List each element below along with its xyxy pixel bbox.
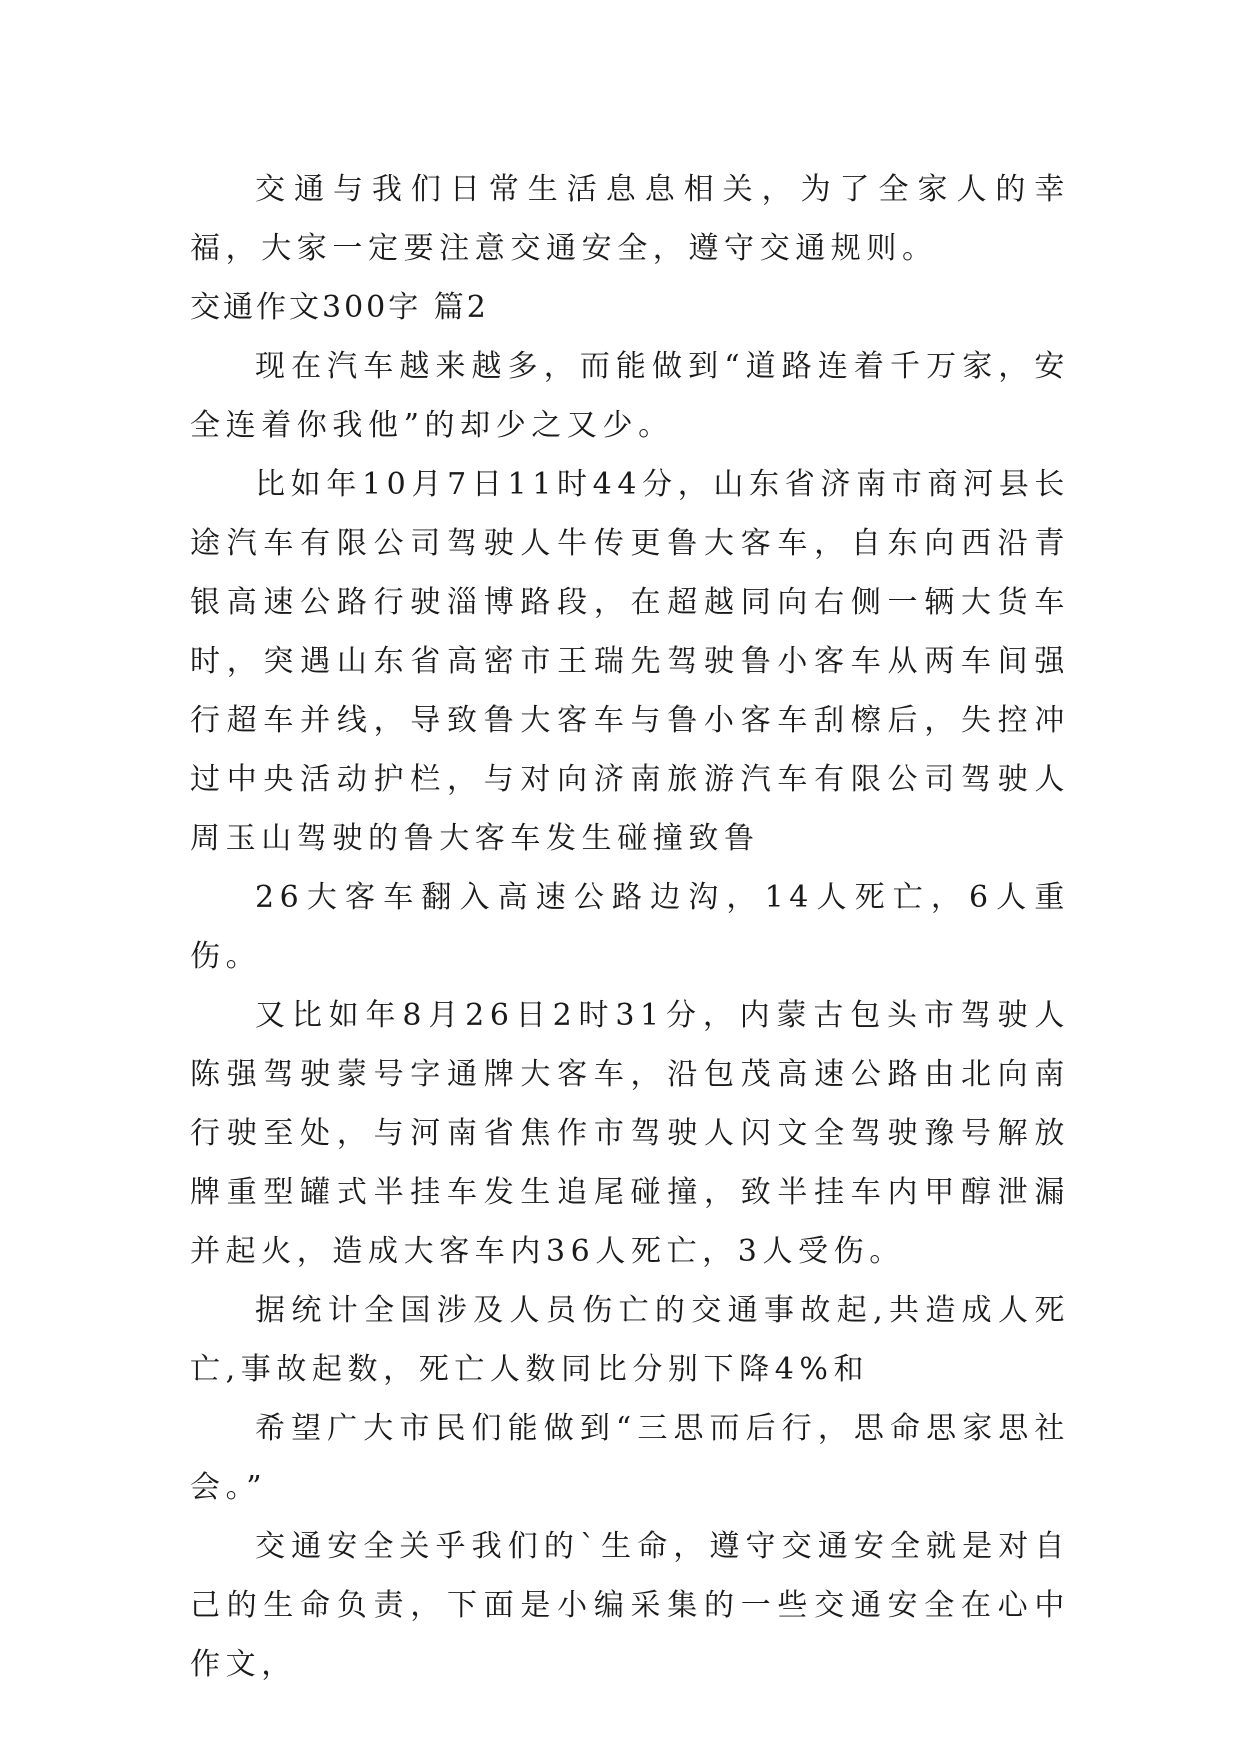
paragraph-closing-safety: 交通与我们日常生活息息相关，为了全家人的幸福，大家一定要注意交通安全，遵守交通规则。	[190, 172, 1070, 266]
paragraph-example-shandong-cont: 26大客车翻入高速公路边沟，14人死亡，6人重伤。	[190, 880, 1070, 974]
paragraph-safety-life: 交通安全关乎我们的`生命，遵守交通安全就是对自己的生命负责，下面是小编采集的一些交通安全在心中作文，	[190, 1529, 1070, 1682]
paragraph-example-shandong: 比如年10月7日11时44分，山东省济南市商河县长途汽车有限公司驾驶人牛传更鲁大客车，自东向西沿青银高速公路行驶淄博路段，在超越同向右侧一辆大货车时，突遇山东省高密市王瑞先驾驶鲁小客车从两车间强行超车并线，导致鲁大客车与鲁小客车刮檫后，失控冲过中央活动护栏，与对向济南旅游汽车有限公司驾驶人周玉山驾驶的鲁大客车发生碰撞致鲁	[190, 467, 1070, 856]
paragraph-intro-cars: 现在汽车越来越多，而能做到“道路连着千万家，安全连着你我他”的却少之又少。	[190, 349, 1070, 443]
paragraph-hope: 希望广大市民们能做到“三思而后行，思命思家思社会。”	[190, 1411, 1070, 1505]
paragraph-statistics: 据统计全国涉及人员伤亡的交通事故起,共造成人死亡,事故起数，死亡人数同比分别下降4%和	[190, 1293, 1070, 1387]
paragraph-example-inner-mongolia: 又比如年8月26日2时31分，内蒙古包头市驾驶人陈强驾驶蒙号字通牌大客车，沿包茂高速公路由北向南行驶至处，与河南省焦作市驾驶人闪文全驾驶豫号解放牌重型罐式半挂车发生追尾碰撞，致半挂车内甲醇泄漏并起火，造成大客车内36人死亡，3人受伤。	[190, 998, 1070, 1269]
document-page	[190, 160, 1070, 1694]
section-heading-essay-2: 交通作文300字 篇2	[190, 290, 489, 325]
